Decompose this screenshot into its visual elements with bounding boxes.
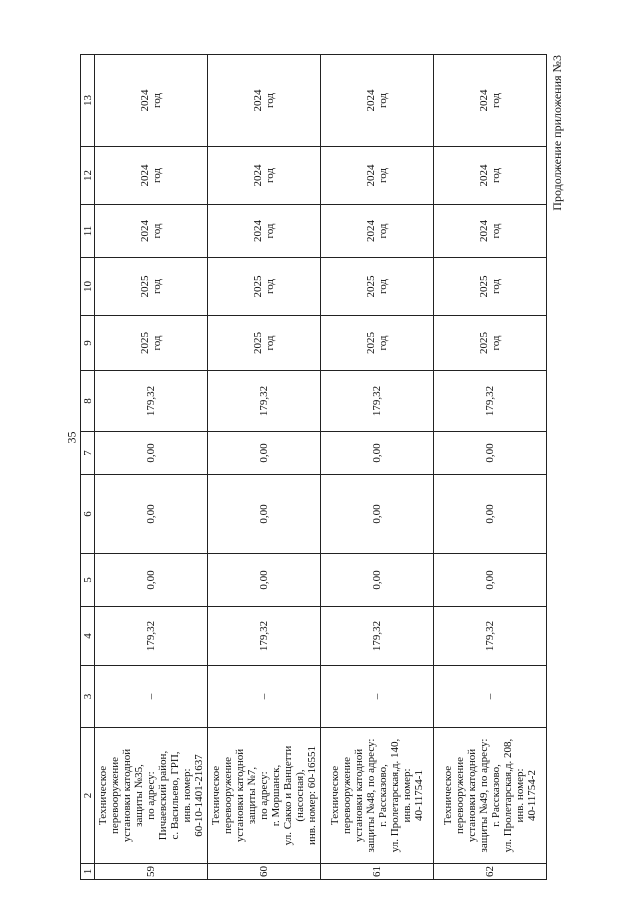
column-number-8: 8 bbox=[81, 371, 95, 432]
value-cell-c4: 179,32 bbox=[434, 607, 547, 666]
cell-line: ул. Пролетарская,д. 140, bbox=[389, 738, 401, 853]
value-cell-c9 bbox=[321, 316, 434, 371]
value-cell-c10 bbox=[434, 258, 547, 316]
table-row bbox=[321, 55, 434, 880]
description-cell bbox=[434, 728, 547, 864]
cell-line: год bbox=[151, 167, 163, 184]
value-cell-c3: – bbox=[95, 666, 208, 728]
cell-line: 2025 bbox=[478, 275, 490, 298]
column-number-11: 11 bbox=[81, 205, 95, 258]
value-cell-c5: 0,00 bbox=[321, 554, 434, 607]
value-cell-c9 bbox=[434, 316, 547, 371]
cell-line: 2024 bbox=[252, 164, 264, 187]
cell-line: установки катодной bbox=[353, 748, 365, 843]
row-number-cell: 61 bbox=[321, 864, 434, 880]
cell-line: 2025 bbox=[365, 332, 377, 354]
value-cell-c6: 0,00 bbox=[95, 475, 208, 554]
cell-line: инв. номер: bbox=[181, 768, 193, 823]
cell-line: защиты №7, bbox=[246, 766, 258, 825]
cell-line: г. Моршанск, bbox=[270, 764, 282, 827]
value-cell-c7: 0,00 bbox=[434, 432, 547, 475]
table-row bbox=[434, 55, 547, 880]
description-cell bbox=[208, 728, 321, 864]
cell-line: 2025 bbox=[252, 332, 264, 354]
cell-line: год bbox=[377, 335, 389, 351]
value-cell-c4: 179,32 bbox=[321, 607, 434, 666]
value-cell-c4: 179,32 bbox=[208, 607, 321, 666]
cell-line: г. Рассказово, bbox=[377, 764, 389, 827]
cell-line: год bbox=[377, 223, 389, 239]
cell-line: 2025 bbox=[365, 275, 377, 298]
value-cell-c6: 0,00 bbox=[434, 475, 547, 554]
cell-line: год bbox=[264, 92, 276, 109]
cell-line: по адресу: bbox=[258, 771, 270, 820]
value-cell-c10 bbox=[95, 258, 208, 316]
cell-line: год bbox=[264, 167, 276, 184]
value-cell-c8: 179,32 bbox=[208, 371, 321, 432]
value-cell-c11 bbox=[95, 205, 208, 258]
cell-line: год bbox=[490, 92, 502, 109]
column-number-1: 1 bbox=[81, 864, 95, 880]
cell-line: 2025 bbox=[478, 332, 490, 354]
cell-line: 2024 bbox=[478, 164, 490, 187]
value-cell-c12 bbox=[208, 147, 321, 205]
cell-line: год bbox=[151, 223, 163, 239]
column-number-7: 7 bbox=[81, 432, 95, 475]
cell-line: год bbox=[151, 278, 163, 295]
cell-line: 40-11754-1 bbox=[413, 770, 425, 821]
value-cell-c5: 0,00 bbox=[434, 554, 547, 607]
continuation-label: Продолжение приложения №3 bbox=[550, 55, 564, 211]
column-number-3: 3 bbox=[81, 666, 95, 728]
value-cell-c6: 0,00 bbox=[321, 475, 434, 554]
cell-line: год bbox=[490, 167, 502, 184]
value-cell-c13 bbox=[434, 55, 547, 147]
cell-line: перевооружение bbox=[341, 757, 353, 834]
value-cell-c7: 0,00 bbox=[208, 432, 321, 475]
cell-line: инв. номер: bbox=[401, 768, 413, 823]
value-cell-c4: 179,32 bbox=[95, 607, 208, 666]
cell-line: год bbox=[490, 278, 502, 295]
cell-line: защиты №48, по адресу: bbox=[365, 738, 377, 853]
cell-line: 2025 bbox=[139, 332, 151, 354]
value-cell-c11 bbox=[434, 205, 547, 258]
cell-line: Техническое bbox=[97, 765, 109, 826]
cell-line: год bbox=[264, 278, 276, 295]
value-cell-c12 bbox=[321, 147, 434, 205]
cell-line: 2024 bbox=[139, 220, 151, 242]
cell-line: 2025 bbox=[139, 275, 151, 298]
column-number-6: 6 bbox=[81, 475, 95, 554]
cell-line: год bbox=[151, 335, 163, 351]
cell-line: 2024 bbox=[252, 89, 264, 112]
value-cell-c5: 0,00 bbox=[95, 554, 208, 607]
cell-line: 2024 bbox=[478, 89, 490, 112]
value-cell-c10 bbox=[321, 258, 434, 316]
row-number-cell: 60 bbox=[208, 864, 321, 880]
cell-line: 2024 bbox=[139, 89, 151, 112]
value-cell-c13 bbox=[321, 55, 434, 147]
table-row bbox=[208, 55, 321, 880]
cell-line: год bbox=[151, 92, 163, 109]
value-cell-c11 bbox=[321, 205, 434, 258]
cell-line: 2024 bbox=[365, 220, 377, 242]
cell-line: Техническое bbox=[329, 765, 341, 826]
value-cell-c7: 0,00 bbox=[321, 432, 434, 475]
cell-line: год bbox=[264, 223, 276, 239]
value-cell-c6: 0,00 bbox=[208, 475, 321, 554]
cell-line: перевооружение bbox=[454, 757, 466, 834]
value-cell-c8: 179,32 bbox=[321, 371, 434, 432]
cell-line: ул. Пролетарская,д. 208, bbox=[502, 738, 514, 853]
value-cell-c13 bbox=[95, 55, 208, 147]
cell-line: г. Рассказово, bbox=[490, 764, 502, 827]
cell-line: защиты №49, по адресу: bbox=[478, 738, 490, 853]
cell-line: 2025 bbox=[252, 275, 264, 298]
cell-line: установки катодной bbox=[234, 748, 246, 843]
cell-line: год bbox=[490, 335, 502, 351]
value-cell-c3: – bbox=[434, 666, 547, 728]
cell-line: 2024 bbox=[478, 220, 490, 242]
row-number-cell: 59 bbox=[95, 864, 208, 880]
cell-line: инв. номер: bbox=[514, 768, 526, 823]
cell-line: установки катодной bbox=[121, 748, 133, 843]
value-cell-c11 bbox=[208, 205, 321, 258]
cell-line: 60-10-1401-21637 bbox=[193, 754, 205, 837]
value-cell-c8: 179,32 bbox=[95, 371, 208, 432]
cell-line: защиты №35, bbox=[133, 764, 145, 827]
value-cell-c10 bbox=[208, 258, 321, 316]
value-cell-c8: 179,32 bbox=[434, 371, 547, 432]
cell-line: Пичаевский район, bbox=[157, 750, 169, 841]
cell-line: с. Васильево, ГРП, bbox=[169, 751, 181, 840]
cell-line: перевооружение bbox=[222, 757, 234, 834]
value-cell-c9 bbox=[95, 316, 208, 371]
value-cell-c12 bbox=[95, 147, 208, 205]
row-number-cell: 62 bbox=[434, 864, 547, 880]
column-number-13: 13 bbox=[81, 55, 95, 147]
cell-line: 2024 bbox=[252, 220, 264, 242]
cell-line: по адресу: bbox=[145, 771, 157, 820]
table-row bbox=[95, 55, 208, 880]
page-number: 35 bbox=[64, 431, 79, 444]
column-number-10: 10 bbox=[81, 258, 95, 316]
cell-line: Техническое bbox=[442, 765, 454, 826]
cell-line: год bbox=[264, 335, 276, 351]
column-number-9: 9 bbox=[81, 316, 95, 371]
value-cell-c3: – bbox=[321, 666, 434, 728]
cell-line: 2024 bbox=[365, 164, 377, 187]
value-cell-c7: 0,00 bbox=[95, 432, 208, 475]
value-cell-c12 bbox=[434, 147, 547, 205]
value-cell-c9 bbox=[208, 316, 321, 371]
column-number-12: 12 bbox=[81, 147, 95, 205]
rotated-table-sheet bbox=[80, 55, 545, 880]
cell-line: 2024 bbox=[365, 89, 377, 112]
cell-line: (насосная), bbox=[294, 769, 306, 822]
value-cell-c13 bbox=[208, 55, 321, 147]
cell-line: год bbox=[377, 92, 389, 109]
cell-line: год bbox=[490, 223, 502, 239]
cell-line: инв. номер: 60-16551 bbox=[306, 746, 318, 845]
cell-line: Техническое bbox=[210, 765, 222, 826]
cell-line: 40-11754-2 bbox=[526, 770, 538, 821]
cell-line: год bbox=[377, 278, 389, 295]
column-number-row bbox=[81, 55, 95, 880]
cell-line: установки катодной bbox=[466, 748, 478, 843]
description-cell bbox=[321, 728, 434, 864]
cell-line: год bbox=[377, 167, 389, 184]
column-number-4: 4 bbox=[81, 607, 95, 666]
cell-line: перевооружение bbox=[109, 757, 121, 834]
description-cell bbox=[95, 728, 208, 864]
value-cell-c5: 0,00 bbox=[208, 554, 321, 607]
column-number-5: 5 bbox=[81, 554, 95, 607]
value-cell-c3: – bbox=[208, 666, 321, 728]
column-number-2: 2 bbox=[81, 728, 95, 864]
cell-line: 2024 bbox=[139, 164, 151, 187]
investment-table bbox=[80, 54, 547, 880]
cell-line: ул. Сакко и Ванцетти bbox=[282, 745, 294, 846]
